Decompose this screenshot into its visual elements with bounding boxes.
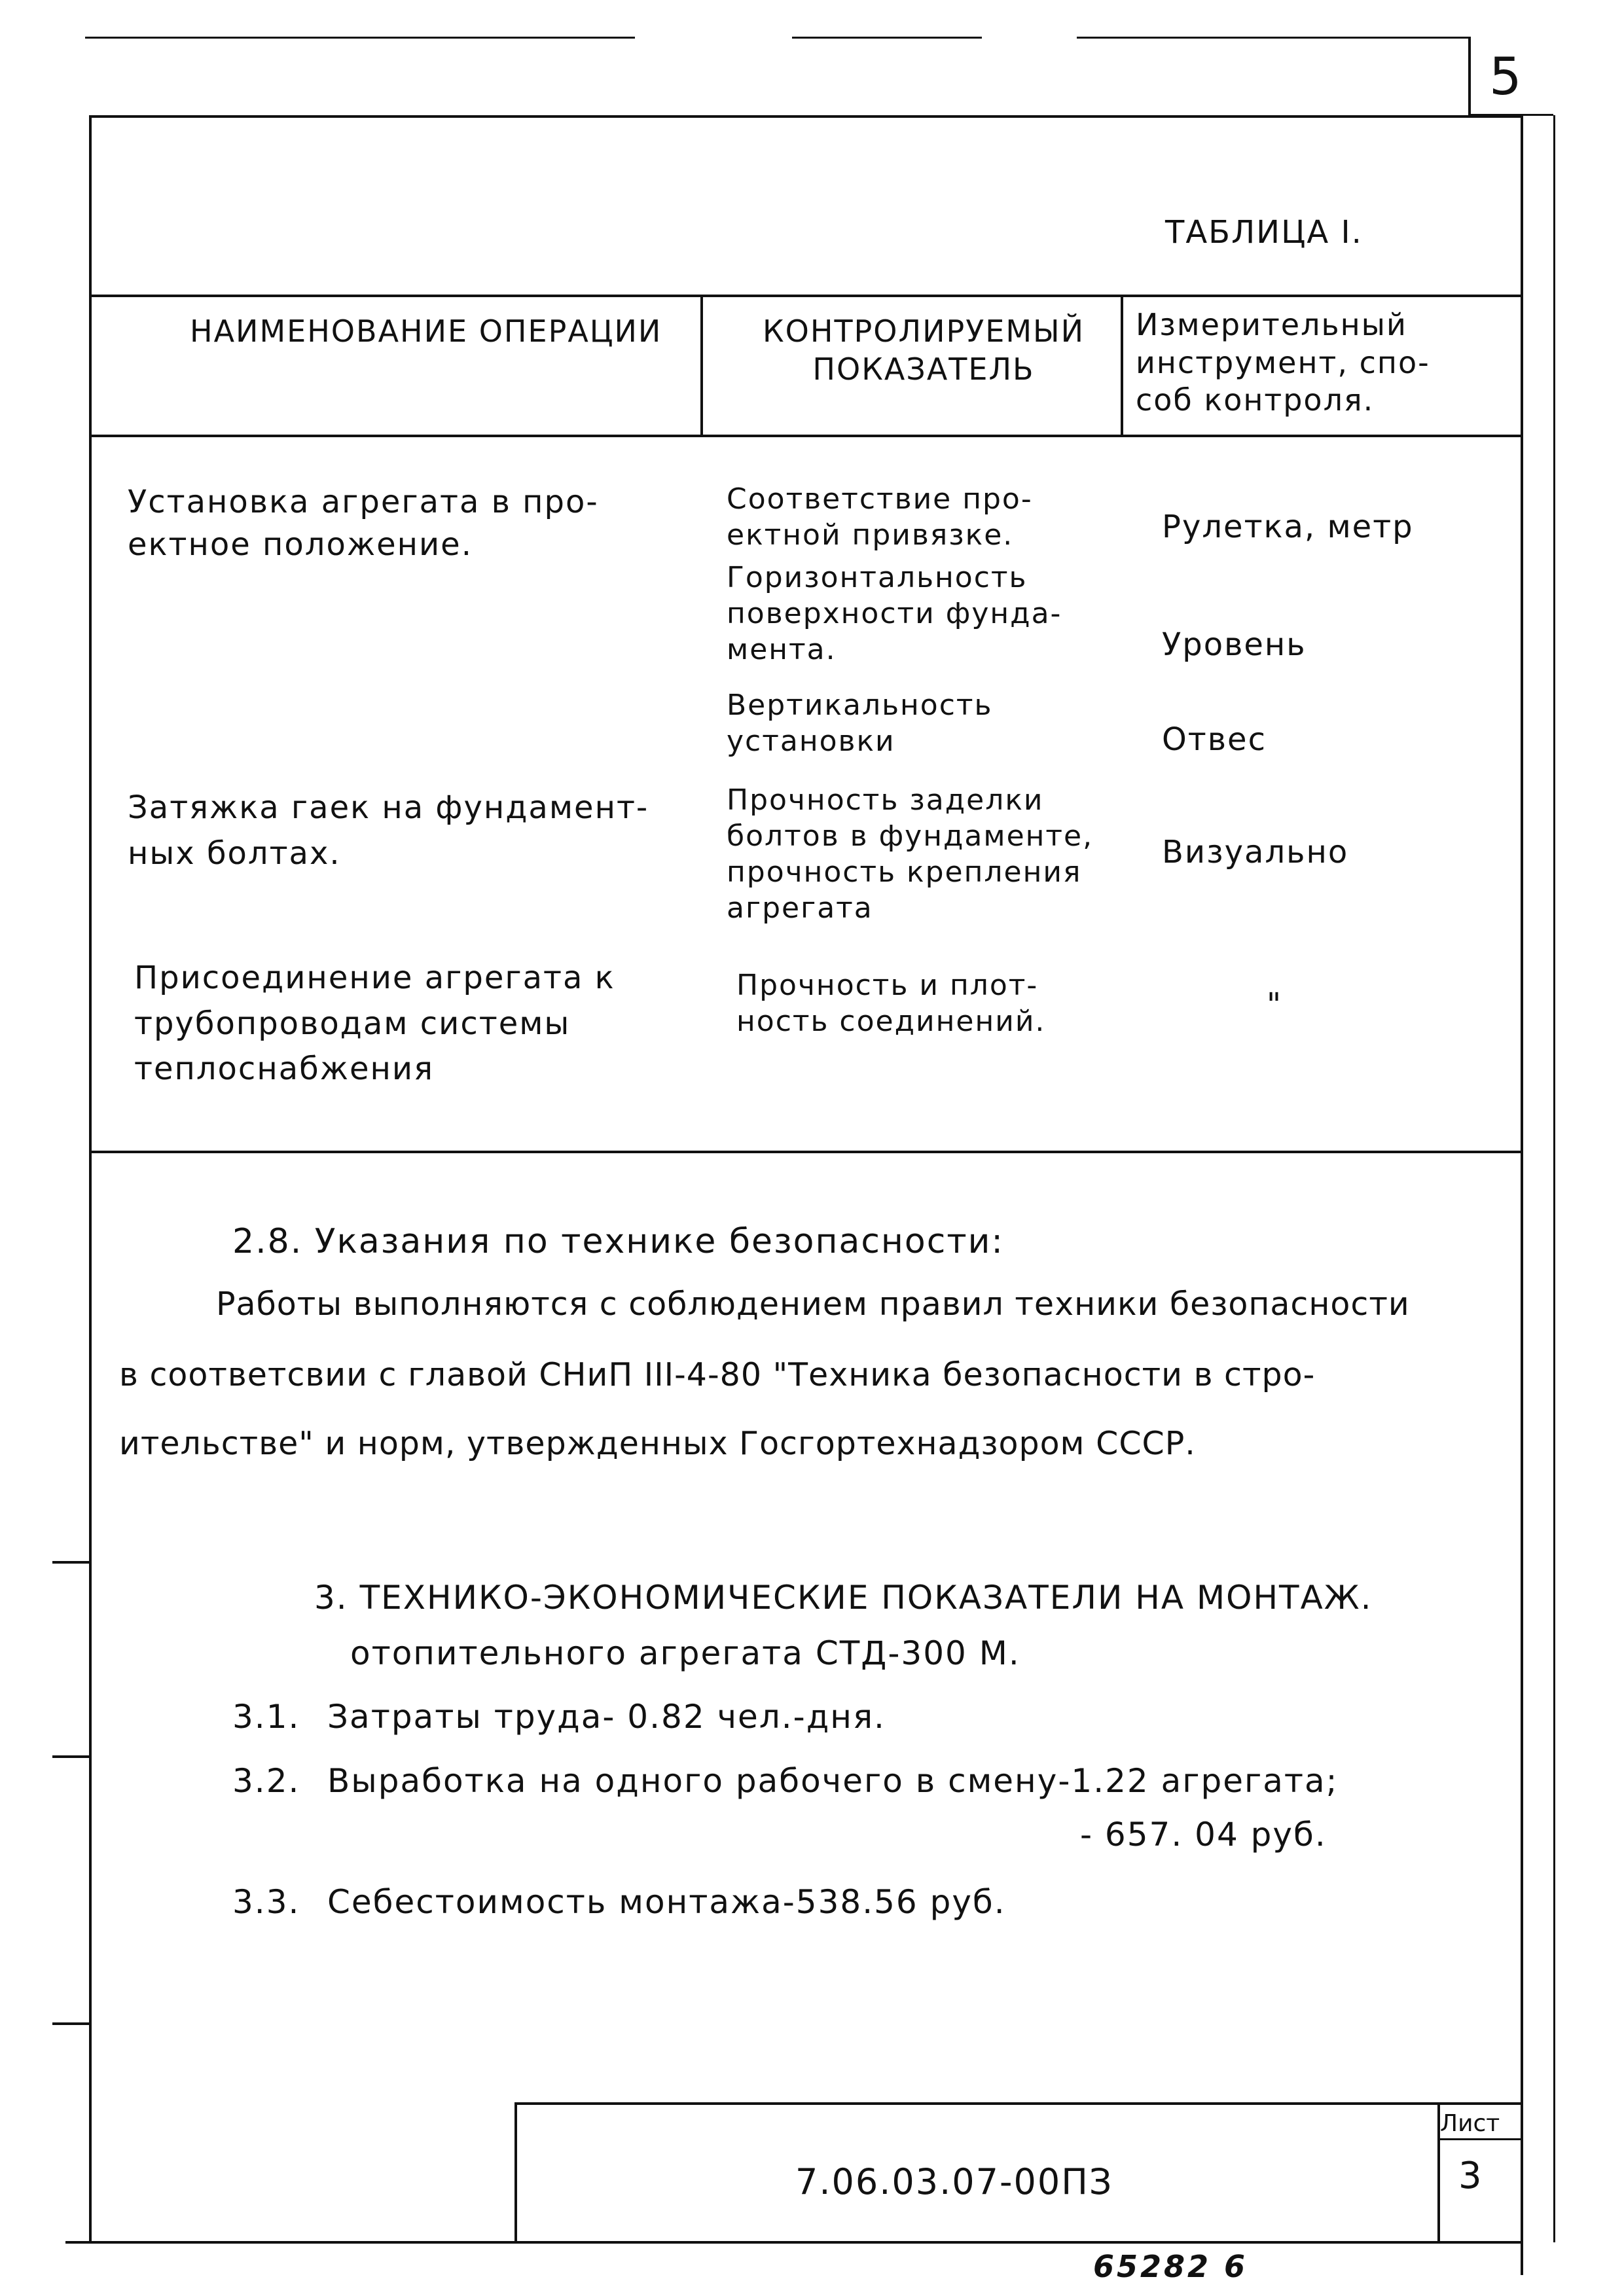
section3-title-line-1: 3. ТЕХНИКО-ЭКОНОМИЧЕСКИЕ ПОКАЗАТЕЛИ НА МОНТАЖ.: [314, 1579, 1373, 1617]
table-bottom: [89, 1151, 1523, 1153]
safety-heading: 2.8. Указания по технике безопасности:: [232, 1222, 1004, 1261]
frame-bottom: [65, 2241, 1523, 2244]
header-operation: НАИМЕНОВАНИЕ ОПЕРАЦИИ: [190, 314, 662, 349]
safety-line-2: в соответсвии с главой СНиП III-4-80 "Техника безопасности в стро-: [119, 1356, 1316, 1393]
title-block-sheet-mid: [1437, 2138, 1523, 2140]
item-3-1-text: Затраты труда- 0.82 чел.-дня.: [327, 1698, 886, 1736]
item-3-2-num: 3.2.: [232, 1762, 300, 1800]
frame-right-outer: [1553, 115, 1555, 2242]
row2-operation: Затяжка гаек на фундамент- ных болтах.: [128, 789, 649, 872]
item-3-3-num: 3.3.: [232, 1883, 300, 1921]
top-dash-mid: [792, 37, 982, 39]
margin-tick-2: [52, 1755, 90, 1758]
table-col-divider-1: [700, 295, 703, 437]
top-dash-right: [1077, 37, 1470, 39]
row2-tool-1: Визуально: [1162, 834, 1349, 870]
item-3-2-extra: - 657. 04 руб.: [1080, 1816, 1327, 1854]
table-header-top: [89, 295, 1523, 297]
corner-number: 5: [1489, 48, 1523, 107]
item-3-1-num: 3.1.: [232, 1698, 300, 1736]
margin-tick-1: [52, 1561, 90, 1564]
row3-operation: Присоединение агрегата к трубопроводам системы теплоснабжения: [134, 960, 615, 1088]
item-3-2-text: Выработка на одного рабочего в смену-1.22 агрегата;: [327, 1762, 1339, 1800]
safety-line-3: ительстве" и норм, утвержденных Госгортехнадзором СССР.: [119, 1425, 1196, 1462]
row1-tool-2: Уровень: [1162, 626, 1307, 663]
safety-line-1: Работы выполняются с соблюдением правил техники безопасности: [216, 1285, 1410, 1323]
header-tool: Измерительный инструмент, спо- соб контроля.: [1136, 307, 1430, 418]
section3-title-line-2: отопительного агрегата СТД-300 М.: [350, 1634, 1020, 1672]
sheet-label: Лист: [1440, 2110, 1500, 2137]
table-caption: ТАБЛИЦА I.: [1165, 214, 1363, 251]
bottom-number: 65282 6: [1093, 2249, 1248, 2284]
table-col-divider-2: [1121, 295, 1123, 437]
table-header-bottom: [89, 435, 1523, 437]
title-block-top: [514, 2102, 1523, 2105]
row3-indicator-1: Прочность и плот- ность соединений.: [736, 969, 1046, 1038]
row1-indicator-1: Соответствие про- ектной привязке.: [727, 482, 1033, 552]
item-3-3-text: Себестоимость монтажа-538.56 руб.: [327, 1883, 1006, 1921]
row2-indicator-1: Прочность заделки болтов в фундаменте, прочность крепления агрегата: [727, 783, 1094, 925]
row3-tool-1: ": [1267, 986, 1283, 1023]
sheet-number: 3: [1458, 2155, 1483, 2197]
document-code: 7.06.03.07-00ПЗ: [795, 2161, 1113, 2202]
top-dash-left: [85, 37, 635, 39]
header-indicator: КОНТРОЛИРУЕМЫЙ ПОКАЗАТЕЛЬ: [763, 314, 1085, 387]
frame-top: [89, 115, 1523, 118]
row1-tool-3: Отвес: [1162, 721, 1267, 758]
frame-right: [1521, 115, 1523, 2275]
row1-operation: Установка агрегата в про- ектное положение.: [128, 484, 599, 563]
row1-tool-1: Рулетка, метр: [1162, 509, 1414, 545]
corner-box-left: [1468, 37, 1471, 115]
title-block-left: [514, 2102, 517, 2242]
row1-indicator-2: Горизонтальность поверхности фунда- мента.: [727, 561, 1062, 666]
row1-indicator-3: Вертикальность установки: [727, 689, 993, 758]
margin-tick-3: [52, 2022, 90, 2025]
